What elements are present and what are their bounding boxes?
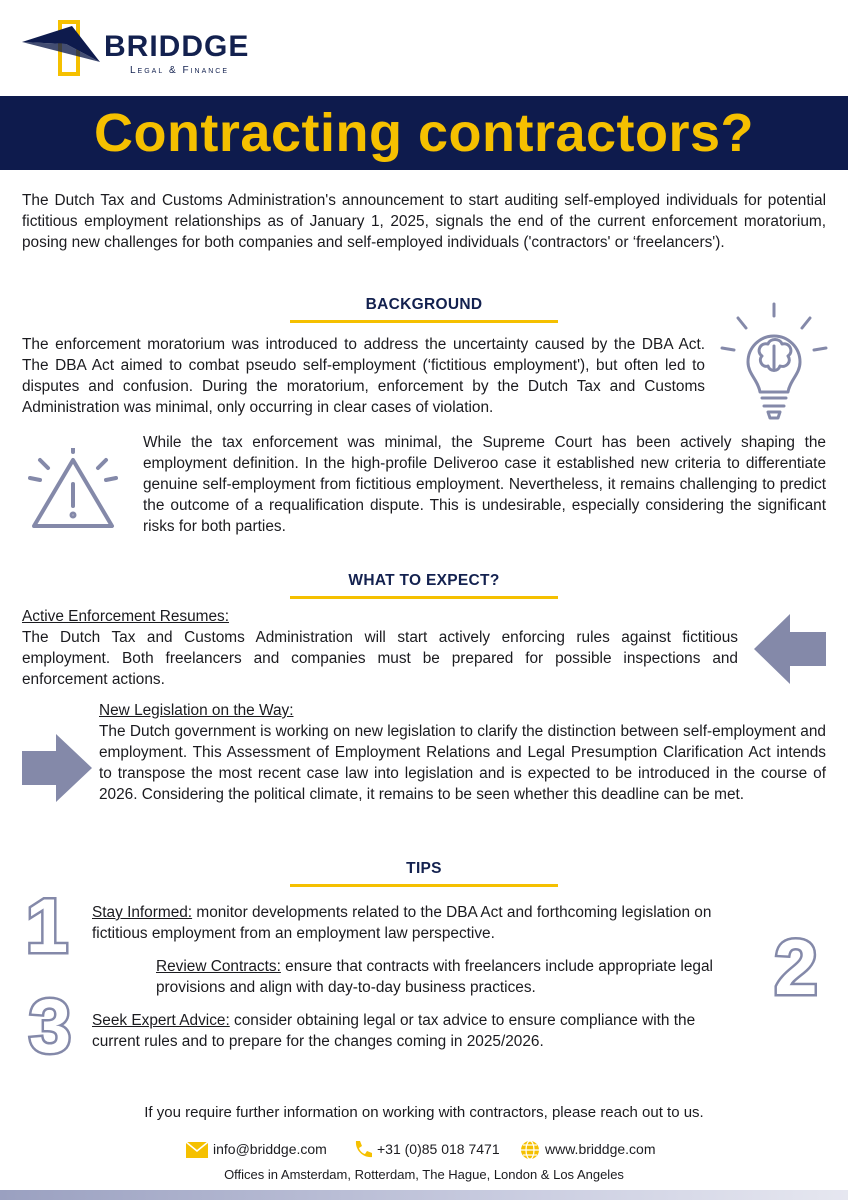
logo-wordmark: BRIDDGE	[104, 30, 250, 63]
tip-seek-advice	[92, 1010, 732, 1052]
email-link[interactable]: info@briddge.com	[213, 1141, 327, 1157]
tip-review-contracts-title: Review Contracts:	[156, 958, 281, 975]
number-one-icon	[20, 890, 74, 958]
expect-item-legislation	[99, 700, 826, 805]
tip-seek-advice-text: consider obtaining legal or tax advice to ensure compliance with the current rules and to prepare for the changes coming in 2025/2026.	[92, 1012, 696, 1050]
expect-heading-rule	[290, 596, 558, 599]
expect-item-enforcement	[22, 606, 738, 690]
expect-item-legislation-title: New Legislation on the Way:	[99, 702, 294, 719]
number-two-glyph: 2	[774, 930, 818, 1002]
arrow-right-icon	[22, 734, 92, 802]
tips-heading-rule	[290, 884, 558, 887]
expect-item-legislation-text: The Dutch government is working on new legislation to clarify the distinction between self-employment and employment. This Assessment of Employment Relations and Legal Presumption Clarification Act intends to transpose the most recent case law into legislation and is expected to be introduced in the course of 2026. Considering the political climate, it remains to be seen whether this deadline can be met.	[99, 723, 826, 803]
logo-tagline: Legal & Finance	[130, 65, 230, 76]
number-one-glyph: 1	[25, 890, 69, 958]
tips-heading: TIPS	[406, 860, 442, 877]
contact-row	[186, 1138, 666, 1162]
page-title: Contracting contractors?	[93, 103, 755, 163]
phone-number[interactable]: +31 (0)85 018 7471	[377, 1141, 500, 1157]
tip-review-contracts	[156, 956, 746, 998]
email-icon	[186, 1142, 208, 1158]
phone-icon	[352, 1140, 372, 1160]
expect-heading: WHAT TO EXPECT?	[348, 572, 500, 589]
tip-seek-advice-title: Seek Expert Advice:	[92, 1012, 230, 1029]
tip-stay-informed-title: Stay Informed:	[92, 904, 193, 921]
number-three-glyph: 3	[28, 988, 72, 1058]
lightbulb-icon	[718, 298, 830, 424]
intro-paragraph: The Dutch Tax and Customs Administration's announcement to start auditing self-employed individuals for potential fictitious employment relationships as of January 1, 2025, signals the end of the current enforcement moratorium, posing new challenges for both companies and self-employed individuals ('contractors' or ‘freelancers').	[22, 192, 826, 251]
footer-cta: If you require further information on working with contractors, please reach out to us.	[144, 1104, 704, 1121]
tip-stay-informed	[92, 902, 712, 944]
background-paragraph-1: The enforcement moratorium was introduced to address the uncertainty caused by the DBA Act. The DBA Act aimed to combat pseudo self-employment (‘fictitious employment'), but often led to disputes and confusion. During the moratorium, enforcement by the Dutch Tax and Customs Administration was minimal, only occurring in clear cases of violation.	[22, 336, 705, 416]
title-banner	[0, 96, 848, 170]
background-heading: BACKGROUND	[365, 296, 483, 313]
arrow-left-icon	[754, 614, 826, 684]
logo-mark-icon	[22, 18, 102, 80]
expect-item-enforcement-title: Active Enforcement Resumes:	[22, 608, 229, 625]
expect-item-enforcement-text: The Dutch Tax and Customs Administration will start actively enforcing rules against fictitious employment. Both freelancers and companies must be prepared for possible inspections and enforcement actions.	[22, 629, 738, 688]
footer-offices: Offices in Amsterdam, Rotterdam, The Hague, London & Los Angeles	[224, 1167, 624, 1182]
tip-review-contracts-text: ensure that contracts with freelancers include appropriate legal provisions and align with day-to-day business practices.	[156, 958, 713, 996]
number-two-icon	[752, 930, 840, 1002]
tip-stay-informed-text: monitor developments related to the DBA Act and forthcoming legislation on fictitious employment from an employment law perspective.	[92, 904, 712, 942]
background-heading-rule	[290, 320, 558, 323]
background-paragraph-2: While the tax enforcement was minimal, the Supreme Court has been actively shaping the employment definition. In the high-profile Deliveroo case it established new criteria to differentiate genuine self-employment from fictitious employment. Nevertheless, it remains challenging to predict the outcome of a requalification dispute. This is undesirable, especially considering the significant risks for both parties.	[143, 434, 826, 535]
website-link[interactable]: www.briddge.com	[545, 1141, 656, 1157]
warning-icon	[22, 448, 124, 532]
globe-icon	[520, 1140, 540, 1160]
number-three-icon	[18, 988, 82, 1058]
briddge-logo	[22, 18, 262, 80]
footer-bar	[0, 1190, 848, 1200]
